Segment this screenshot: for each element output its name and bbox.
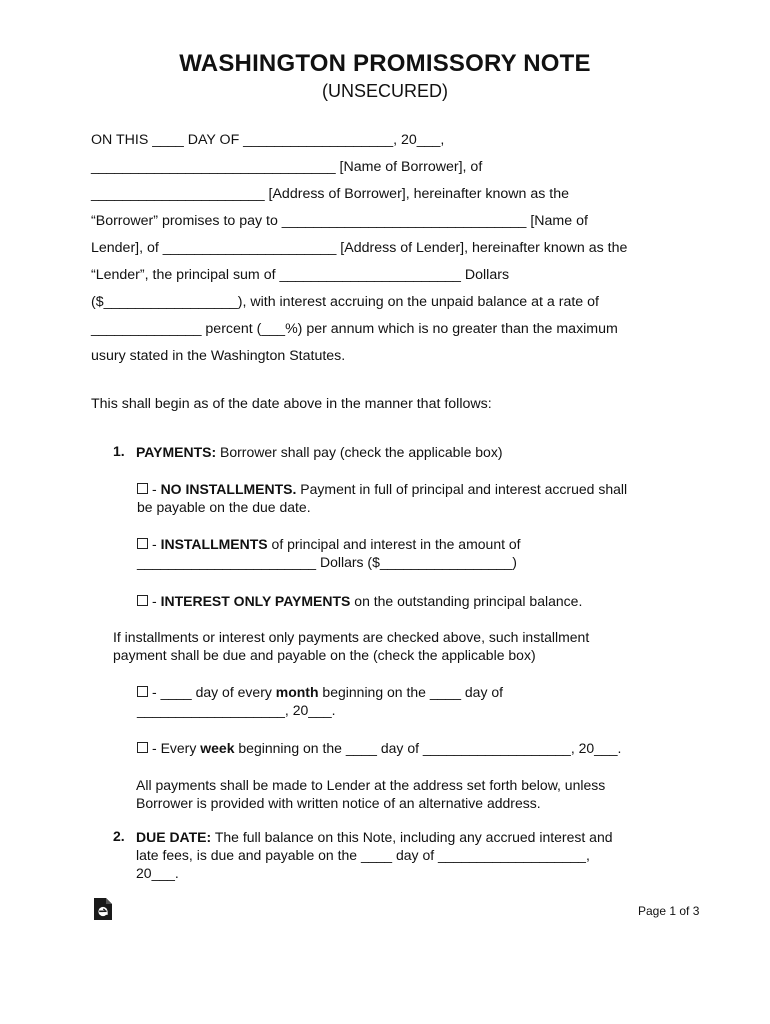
monthly-checkbox[interactable]	[137, 686, 148, 697]
preamble-line: usury stated in the Washington Statutes.	[91, 348, 346, 364]
schedule-intro-line: If installments or interest only payments are checked above, such installment	[113, 629, 590, 645]
monthly-text-pre: ____ day of every	[160, 684, 276, 700]
option-no-installments: - NO INSTALLMENTS. Payment in full of principal and interest accrued shall be payable on the due date.	[137, 481, 628, 515]
due-date-text-line3: 20___.	[136, 865, 179, 881]
preamble-line: ON THIS ____ DAY OF ___________________, 20___,	[91, 132, 445, 148]
installments-text: of principal and interest in the amount of	[267, 536, 521, 552]
monthly-date-line: ___________________, 20___.	[137, 702, 336, 718]
preamble-line: ______________________ [Address of Borrower], hereinafter known as the	[91, 186, 569, 202]
option-weekly: - Every week beginning on the ____ day of ___________________, 20___.	[137, 739, 621, 757]
monthly-keyword: month	[275, 684, 319, 700]
interest-only-checkbox[interactable]	[137, 595, 148, 606]
document-title: WASHINGTON PROMISSORY NOTE	[179, 50, 591, 77]
preamble-line: Lender], of ______________________ [Address of Lender], hereinafter known as the	[91, 240, 628, 256]
address-note-line: Borrower is provided with written notice of an alternative address.	[136, 795, 541, 811]
interest-only-text: on the outstanding principal balance.	[350, 593, 583, 609]
installments-label: INSTALLMENTS	[160, 536, 268, 552]
no-installments-checkbox[interactable]	[137, 483, 148, 494]
preamble-line: ______________ percent (___%) per annum which is no greater than the maximum	[91, 321, 618, 337]
preamble-paragraph	[91, 127, 691, 370]
preamble-line: “Lender”, the principal sum of _______________________ Dollars	[91, 267, 510, 283]
installments-amount-line: _______________________ Dollars ($_________________)	[137, 554, 517, 570]
weekly-keyword: week	[200, 740, 235, 756]
intro-sentence: This shall begin as of the date above in the manner that follows:	[91, 396, 492, 412]
schedule-intro	[113, 628, 589, 664]
due-date-text: The full balance on this Note, including any accrued interest and	[211, 829, 613, 845]
section-number-due-date: 2.	[113, 828, 125, 844]
interest-only-label: INTEREST ONLY PAYMENTS	[160, 593, 351, 609]
monthly-text-post: beginning on the ____ day of	[318, 684, 504, 700]
preamble-line: _______________________________ [Name of Borrower], of	[91, 159, 483, 175]
no-installments-text: Payment in full of principal and interest accrued shall	[296, 481, 628, 497]
preamble-line: “Borrower” promises to pay to _______________________________ [Name of	[91, 213, 588, 229]
option-interest-only: - INTEREST ONLY PAYMENTS on the outstanding principal balance.	[137, 592, 582, 610]
payments-heading-text: Borrower shall pay (check the applicable box)	[216, 444, 503, 460]
due-date-heading: DUE DATE:	[136, 829, 212, 845]
document-subtitle: (UNSECURED)	[322, 81, 448, 101]
option-installments: - INSTALLMENTS of principal and interest in the amount of _______________________ Dollars ($_________________)	[137, 536, 521, 570]
address-note	[136, 776, 605, 812]
section-number-payments: 1.	[113, 443, 125, 459]
no-installments-label: NO INSTALLMENTS.	[160, 481, 297, 497]
schedule-intro-line: payment shall be due and payable on the (check the applicable box)	[113, 647, 536, 663]
weekly-text-pre: Every	[160, 740, 201, 756]
payments-heading-line	[136, 443, 503, 461]
option-monthly: - ____ day of every month beginning on the ____ day of ___________________, 20___.	[137, 684, 504, 718]
payments-heading: PAYMENTS:	[136, 444, 217, 460]
installments-checkbox[interactable]	[137, 538, 148, 549]
address-note-line: All payments shall be made to Lender at the address set forth below, unless	[136, 777, 606, 793]
page-number: Page 1 of 3	[638, 904, 700, 918]
due-date-text-line2: late fees, is due and payable on the ____ day of ___________________,	[136, 847, 590, 863]
no-installments-text-line2: be payable on the due date.	[137, 499, 311, 515]
due-date-section	[136, 828, 613, 882]
eforms-logo-icon	[93, 897, 113, 921]
weekly-text-post: beginning on the ____ day of ___________________, 20___.	[234, 740, 622, 756]
weekly-checkbox[interactable]	[137, 742, 148, 753]
preamble-line: ($_________________), with interest accruing on the unpaid balance at a rate of	[91, 294, 599, 310]
